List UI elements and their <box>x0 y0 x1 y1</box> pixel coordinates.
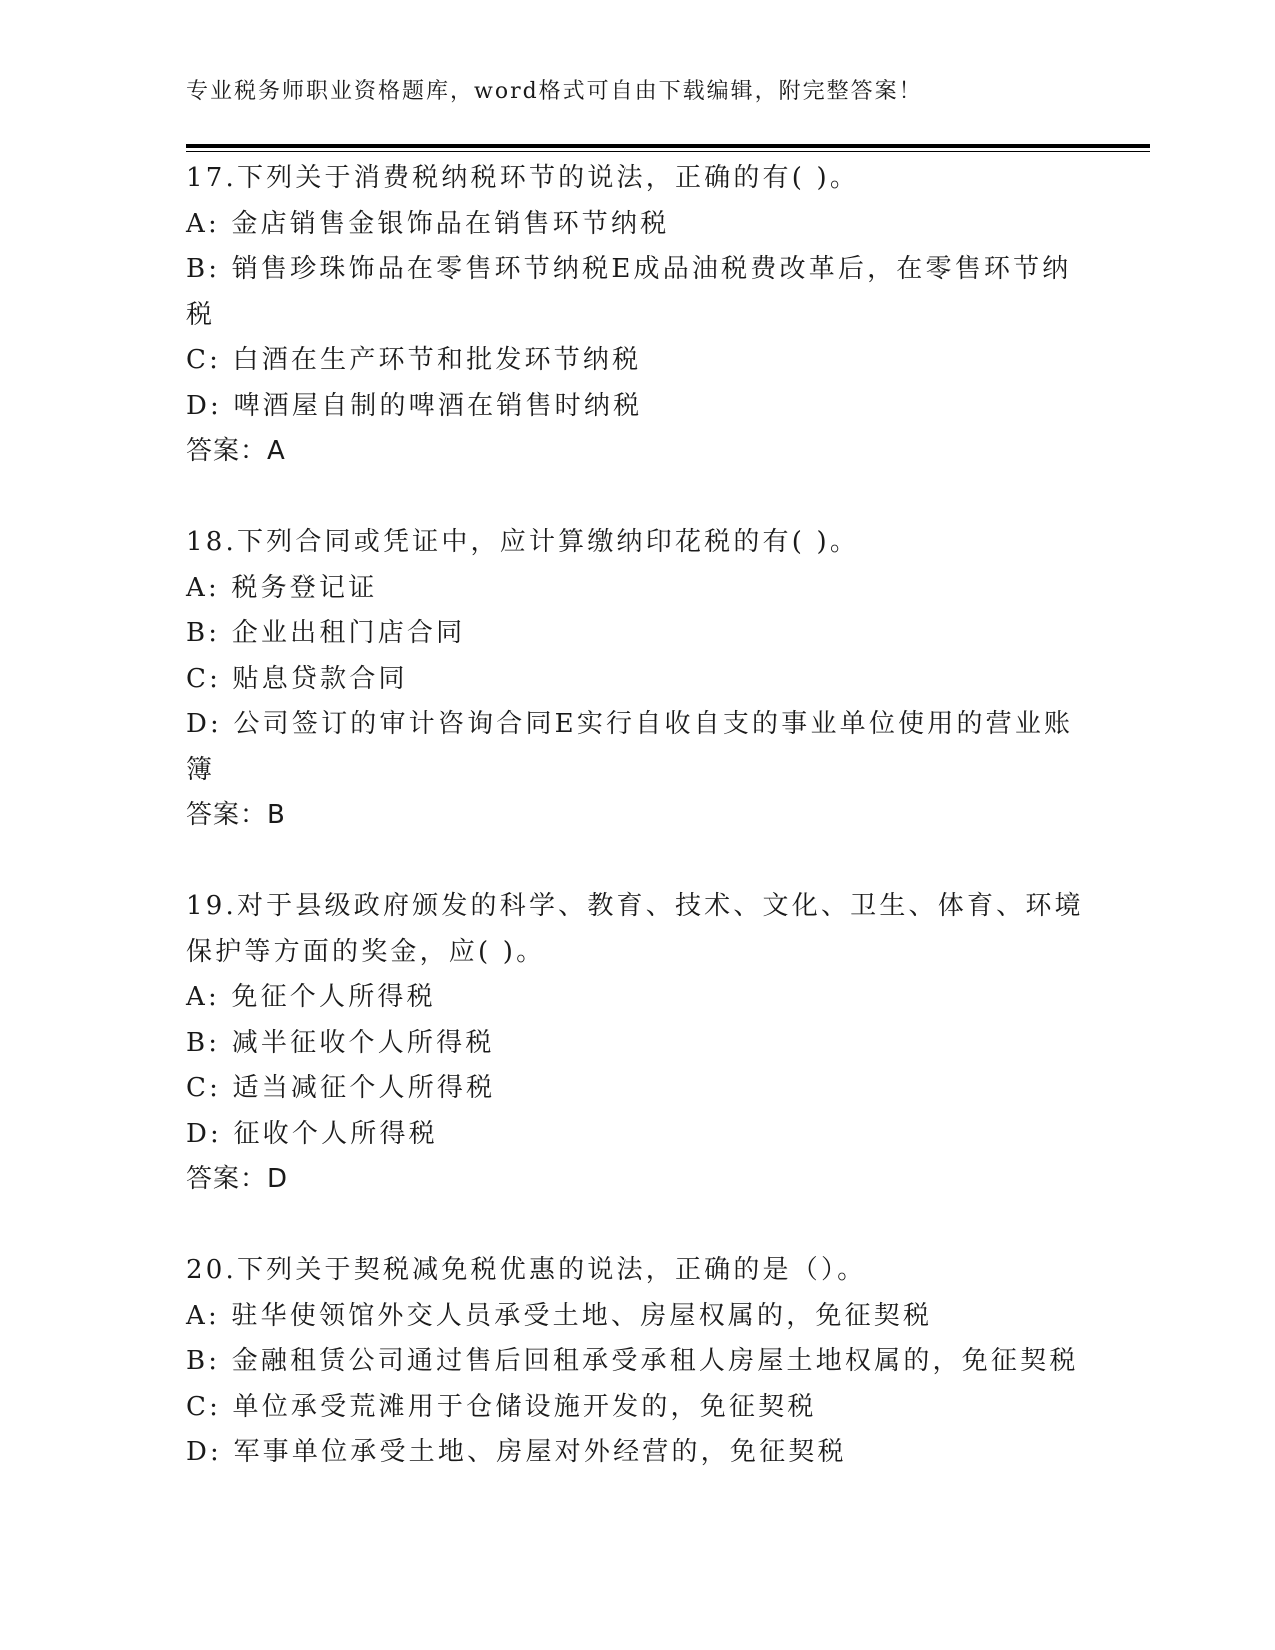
answer-line: 答案：D <box>186 1164 289 1194</box>
option-c: C: 贴息贷款合同 <box>186 663 408 694</box>
option-d: D: 啤酒屋自制的啤酒在销售时纳税 <box>186 390 643 421</box>
question-18 <box>186 520 1086 839</box>
question-stem: 20.下列关于契税减免税优惠的说法，正确的是（）。 <box>186 1255 867 1285</box>
question-19 <box>186 884 1086 1203</box>
option-d: D: 军事单位承受土地、房屋对外经营的，免征契税 <box>186 1437 847 1467</box>
question-20 <box>186 1248 1086 1476</box>
answer-line: 答案：A <box>186 436 286 466</box>
question-list <box>186 156 1086 1476</box>
header-rule-thick <box>186 144 1150 148</box>
option-d: D: 公司签订的审计咨询合同E实行自收自支的事业单位使用的营业账簿 <box>186 709 1074 785</box>
option-d: D: 征收个人所得税 <box>186 1118 438 1149</box>
option-c: C: 单位承受荒滩用于仓储设施开发的，免征契税 <box>186 1391 817 1422</box>
option-b: B: 企业出租门店合同 <box>186 618 466 648</box>
header-rule-thin <box>186 151 1150 152</box>
option-c: C: 白酒在生产环节和批发环节纳税 <box>186 345 642 375</box>
question-stem: 18.下列合同或凭证中，应计算缴纳印花税的有( )。 <box>186 527 860 557</box>
option-c: C: 适当减征个人所得税 <box>186 1073 496 1103</box>
option-a: A: 驻华使领馆外交人员承受土地、房屋权属的，免征契税 <box>186 1300 933 1331</box>
option-b: B: 金融租赁公司通过售后回租承受承租人房屋土地权属的，免征契税 <box>186 1346 1079 1376</box>
option-a: A: 金店销售金银饰品在销售环节纳税 <box>186 208 670 239</box>
spacer <box>186 1203 1086 1249</box>
question-stem: 19.对于县级政府颁发的科学、教育、技术、文化、卫生、体育、环境保护等方面的奖金，应( )。 <box>186 891 1084 967</box>
spacer <box>186 839 1086 885</box>
option-a: A: 税务登记证 <box>186 572 378 603</box>
option-b: B: 销售珍珠饰品在零售环节纳税E成品油税费改革后，在零售环节纳税 <box>186 254 1072 330</box>
answer-line: 答案：B <box>186 800 286 830</box>
option-a: A: 免征个人所得税 <box>186 982 436 1012</box>
question-17 <box>186 156 1086 475</box>
question-stem: 17.下列关于消费税纳税环节的说法，正确的有( )。 <box>186 163 860 193</box>
page-header: 专业税务师职业资格题库，word格式可自由下载编辑，附完整答案！ <box>186 79 923 104</box>
spacer <box>186 475 1086 521</box>
option-b: B: 减半征收个人所得税 <box>186 1027 495 1058</box>
